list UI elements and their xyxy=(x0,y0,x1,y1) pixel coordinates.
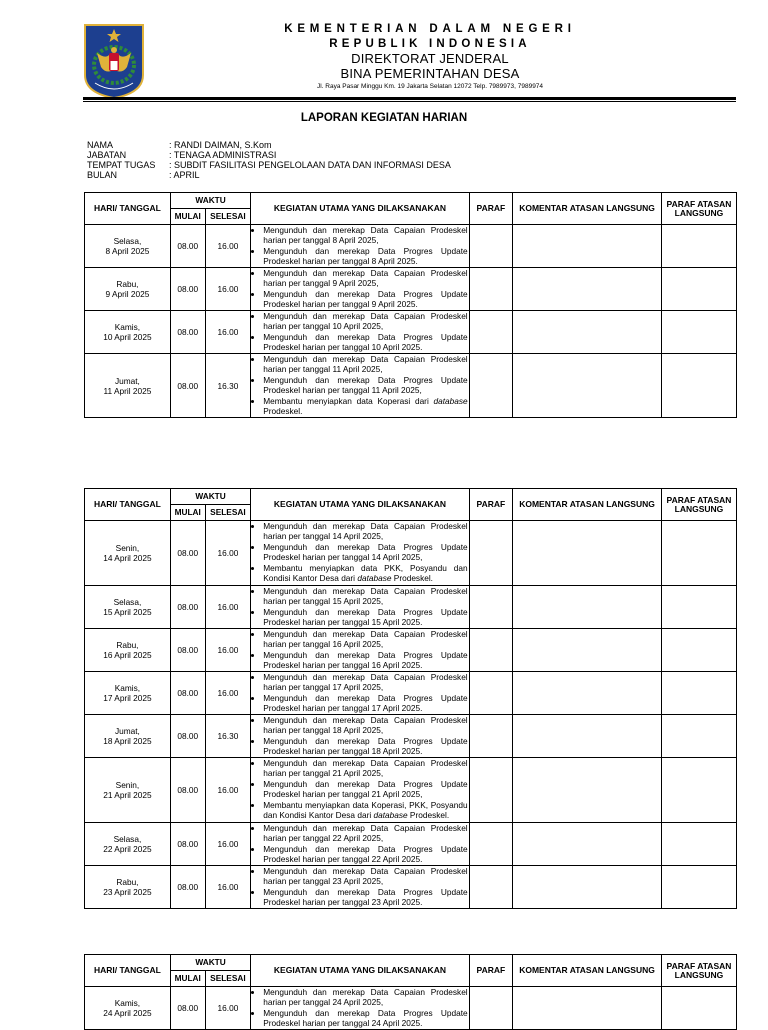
activity-list xyxy=(251,715,468,757)
office-address: Jl. Raya Pasar Minggu Km. 19 Jakarta Selatan 12072 Telp. 7989973, 7989974 xyxy=(316,83,544,90)
activity-item: • Mengunduh dan merekap Data Capaian Prodeskel harian per tanggal 17 April 2025, xyxy=(263,672,467,693)
paraf-atasan-cell xyxy=(661,354,736,418)
day-name: Jumat, xyxy=(114,375,140,386)
date-text: 10 April 2025 xyxy=(103,332,152,342)
comment-cell xyxy=(513,629,662,672)
letterhead-divider-thin xyxy=(83,101,736,102)
start-time-cell: 08.00 xyxy=(170,715,205,758)
activity-list xyxy=(251,866,468,908)
header-activity: KEGIATAN UTAMA YANG DILAKSANAKAN xyxy=(251,193,469,225)
day-date-cell xyxy=(85,268,171,311)
activity-item: • Membantu menyiapkan data Koperasi dari database Prodeskel. xyxy=(263,396,467,417)
kemendagri-logo-icon xyxy=(83,23,145,99)
end-time-cell: 16.00 xyxy=(205,866,251,909)
activity-list xyxy=(251,311,468,353)
day-date-cell xyxy=(85,987,171,1030)
activity-item: • Mengunduh dan merekap Data Progres Update Prodeskel harian per tanggal 8 April 2025. xyxy=(263,246,467,267)
letterhead xyxy=(195,22,665,92)
activity-cell xyxy=(251,311,469,354)
activity-cell xyxy=(251,672,469,715)
comment-cell xyxy=(513,866,662,909)
activity-item: • Mengunduh dan merekap Data Capaian Prodeskel harian per tanggal 11 April 2025, xyxy=(263,354,467,375)
header-comment: KOMENTAR ATASAN LANGSUNG xyxy=(513,489,662,521)
end-time-cell: 16.00 xyxy=(205,629,251,672)
header-paraf-atasan: PARAF ATASAN LANGSUNG xyxy=(661,955,736,987)
header-comment: KOMENTAR ATASAN LANGSUNG xyxy=(513,193,662,225)
paraf-atasan-cell xyxy=(661,586,736,629)
activity-list xyxy=(251,225,468,267)
header-paraf: PARAF xyxy=(469,489,512,521)
table-row xyxy=(85,823,737,866)
day-name: Selasa, xyxy=(113,597,142,607)
activity-table xyxy=(84,192,737,418)
header-time: WAKTU xyxy=(170,955,250,971)
activity-list xyxy=(251,823,468,865)
identity-value: : RANDI DAIMAN, S.Kom xyxy=(169,140,272,150)
activity-list xyxy=(251,987,468,1029)
table-row xyxy=(85,311,737,354)
day-name: Rabu, xyxy=(116,877,139,887)
end-time-cell: 16.30 xyxy=(205,354,251,418)
day-name: Kamis, xyxy=(114,322,141,332)
start-time-cell: 08.00 xyxy=(170,521,205,586)
activity-list xyxy=(251,629,468,671)
day-name: Rabu, xyxy=(116,279,139,289)
paraf-cell xyxy=(469,354,512,418)
table-header-row xyxy=(85,193,737,209)
comment-cell xyxy=(513,521,662,586)
header-day-date: HARI/ TANGGAL xyxy=(85,193,171,225)
activity-cell xyxy=(251,354,469,418)
activity-item: • Mengunduh dan merekap Data Capaian Prodeskel harian per tanggal 14 April 2025, xyxy=(263,521,467,542)
activity-item: • Mengunduh dan merekap Data Capaian Prodeskel harian per tanggal 18 April 2025, xyxy=(263,715,467,736)
activity-item: • Mengunduh dan merekap Data Progres Update Prodeskel harian per tanggal 17 April 2025. xyxy=(263,693,467,714)
paraf-atasan-cell xyxy=(661,629,736,672)
activity-table xyxy=(84,954,737,1030)
republic-name: REPUBLIK INDONESIA xyxy=(329,38,531,50)
paraf-cell xyxy=(469,225,512,268)
activity-cell xyxy=(251,268,469,311)
activity-item: • Mengunduh dan merekap Data Progres Update Prodeskel harian per tanggal 11 April 2025, xyxy=(263,375,467,396)
table-row xyxy=(85,987,737,1030)
start-time-cell: 08.00 xyxy=(170,629,205,672)
activity-item: • Mengunduh dan merekap Data Capaian Prodeskel harian per tanggal 8 April 2025, xyxy=(263,225,467,246)
start-time-cell: 08.00 xyxy=(170,225,205,268)
start-time-cell: 08.00 xyxy=(170,758,205,823)
activity-item: • Mengunduh dan merekap Data Progres Update Prodeskel harian per tanggal 21 April 2025, xyxy=(263,779,467,800)
activity-cell xyxy=(251,866,469,909)
day-name: Kamis, xyxy=(114,998,141,1008)
paraf-atasan-cell xyxy=(661,311,736,354)
comment-cell xyxy=(513,586,662,629)
identity-value: : SUBDIT FASILITASI PENGELOLAAN DATA DAN INFORMASI DESA xyxy=(169,160,451,170)
directorate-subname: BINA PEMERINTAHAN DESA xyxy=(340,66,520,81)
day-name: Senin, xyxy=(115,780,140,790)
day-date-cell xyxy=(85,354,171,418)
header-end: SELESAI xyxy=(205,971,251,987)
day-name: Selasa, xyxy=(113,834,142,844)
identity-row xyxy=(87,140,451,150)
activity-item: • Mengunduh dan merekap Data Progres Update Prodeskel harian per tanggal 16 April 2025. xyxy=(263,650,467,671)
activity-item: • Mengunduh dan merekap Data Progres Update Prodeskel harian per tanggal 15 April 2025. xyxy=(263,607,467,628)
day-date-cell xyxy=(85,586,171,629)
report-title: LAPORAN KEGIATAN HARIAN xyxy=(300,112,468,124)
header-paraf-atasan: PARAF ATASAN LANGSUNG xyxy=(661,489,736,521)
date-text: 9 April 2025 xyxy=(105,289,150,299)
paraf-atasan-cell xyxy=(661,715,736,758)
activity-list xyxy=(251,758,468,820)
table-row xyxy=(85,715,737,758)
paraf-atasan-cell xyxy=(661,758,736,823)
paraf-cell xyxy=(469,823,512,866)
start-time-cell: 08.00 xyxy=(170,354,205,418)
end-time-cell: 16.30 xyxy=(205,715,251,758)
start-time-cell: 08.00 xyxy=(170,586,205,629)
day-name: Senin, xyxy=(115,543,140,553)
table-header-row xyxy=(85,955,737,971)
day-name: Selasa, xyxy=(113,236,142,246)
activity-cell xyxy=(251,987,469,1030)
day-name: Jumat, xyxy=(114,726,140,736)
activity-item: • Mengunduh dan merekap Data Progres Update Prodeskel harian per tanggal 23 April 2025. xyxy=(263,887,467,908)
paraf-cell xyxy=(469,268,512,311)
comment-cell xyxy=(513,987,662,1030)
identity-label: JABATAN xyxy=(87,150,127,160)
activity-list xyxy=(251,521,468,583)
activity-cell xyxy=(251,225,469,268)
header-activity: KEGIATAN UTAMA YANG DILAKSANAKAN xyxy=(251,955,469,987)
comment-cell xyxy=(513,672,662,715)
header-time: WAKTU xyxy=(170,489,250,505)
paraf-cell xyxy=(469,758,512,823)
header-end: SELESAI xyxy=(205,209,251,225)
activity-item: • Mengunduh dan merekap Data Progres Update Prodeskel harian per tanggal 18 April 2025. xyxy=(263,736,467,757)
activity-cell xyxy=(251,823,469,866)
end-time-cell: 16.00 xyxy=(205,823,251,866)
date-text: 15 April 2025 xyxy=(103,607,152,617)
paraf-cell xyxy=(469,866,512,909)
directorate-name: DIREKTORAT JENDERAL xyxy=(351,51,509,66)
start-time-cell: 08.00 xyxy=(170,866,205,909)
end-time-cell: 16.00 xyxy=(205,672,251,715)
comment-cell xyxy=(513,354,662,418)
paraf-atasan-cell xyxy=(661,823,736,866)
activity-list xyxy=(251,268,468,310)
paraf-cell xyxy=(469,586,512,629)
table-row xyxy=(85,758,737,823)
activity-item: • Mengunduh dan merekap Data Progres Update Prodeskel harian per tanggal 24 April 2025. xyxy=(263,1008,467,1029)
date-text: 11 April 2025 xyxy=(103,385,152,396)
paraf-cell xyxy=(469,521,512,586)
table-row xyxy=(85,586,737,629)
activity-item: • Membantu menyiapkan data PKK, Posyandu dan Kondisi Kantor Desa dari database Prodeskel. xyxy=(263,563,467,584)
comment-cell xyxy=(513,758,662,823)
day-date-cell xyxy=(85,629,171,672)
activity-item: • Membantu menyiapkan data Koperasi, PKK, Posyandu dan Kondisi Kantor Desa dari database Prodeskel. xyxy=(263,800,467,821)
identity-row xyxy=(87,170,451,180)
activity-list xyxy=(251,586,468,628)
day-name: Rabu, xyxy=(116,640,139,650)
day-date-cell xyxy=(85,823,171,866)
paraf-atasan-cell xyxy=(661,521,736,586)
table-row xyxy=(85,268,737,311)
header-start: MULAI xyxy=(170,505,205,521)
end-time-cell: 16.00 xyxy=(205,586,251,629)
day-date-cell xyxy=(85,521,171,586)
activity-item: • Mengunduh dan merekap Data Capaian Prodeskel harian per tanggal 16 April 2025, xyxy=(263,629,467,650)
header-comment: KOMENTAR ATASAN LANGSUNG xyxy=(513,955,662,987)
activity-item: • Mengunduh dan merekap Data Capaian Prodeskel harian per tanggal 23 April 2025, xyxy=(263,866,467,887)
paraf-cell xyxy=(469,672,512,715)
activity-item: • Mengunduh dan merekap Data Progres Update Prodeskel harian per tanggal 14 April 2025, xyxy=(263,542,467,563)
header-paraf: PARAF xyxy=(469,955,512,987)
comment-cell xyxy=(513,823,662,866)
date-text: 21 April 2025 xyxy=(103,790,152,800)
date-text: 16 April 2025 xyxy=(103,650,152,660)
paraf-cell xyxy=(469,715,512,758)
comment-cell xyxy=(513,715,662,758)
identity-label: TEMPAT TUGAS xyxy=(87,160,156,170)
end-time-cell: 16.00 xyxy=(205,758,251,823)
identity-label: BULAN xyxy=(87,170,118,180)
activity-item: • Mengunduh dan merekap Data Progres Update Prodeskel harian per tanggal 10 April 2025. xyxy=(263,332,467,353)
activity-cell xyxy=(251,629,469,672)
day-date-cell xyxy=(85,715,171,758)
comment-cell xyxy=(513,268,662,311)
identity-value: : TENAGA ADMINISTRASI xyxy=(169,150,277,160)
end-time-cell: 16.00 xyxy=(205,311,251,354)
ministry-name: KEMENTERIAN DALAM NEGERI xyxy=(284,23,576,35)
end-time-cell: 16.00 xyxy=(205,987,251,1030)
header-day-date: HARI/ TANGGAL xyxy=(85,489,171,521)
day-name: Kamis, xyxy=(114,683,141,693)
header-time: WAKTU xyxy=(170,193,250,209)
activity-item: • Mengunduh dan merekap Data Capaian Prodeskel harian per tanggal 22 April 2025, xyxy=(263,823,467,844)
header-start: MULAI xyxy=(170,971,205,987)
end-time-cell: 16.00 xyxy=(205,225,251,268)
activity-cell xyxy=(251,586,469,629)
header-activity: KEGIATAN UTAMA YANG DILAKSANAKAN xyxy=(251,489,469,521)
start-time-cell: 08.00 xyxy=(170,987,205,1030)
paraf-atasan-cell xyxy=(661,225,736,268)
activity-item: • Mengunduh dan merekap Data Capaian Prodeskel harian per tanggal 15 April 2025, xyxy=(263,586,467,607)
identity-label: NAMA xyxy=(87,140,114,150)
date-text: 24 April 2025 xyxy=(103,1008,152,1018)
date-text: 18 April 2025 xyxy=(103,736,152,746)
start-time-cell: 08.00 xyxy=(170,823,205,866)
activity-item: • Mengunduh dan merekap Data Capaian Prodeskel harian per tanggal 21 April 2025, xyxy=(263,758,467,779)
table-header-row xyxy=(85,489,737,505)
table-row xyxy=(85,866,737,909)
letterhead-divider xyxy=(83,97,736,100)
header-end: SELESAI xyxy=(205,505,251,521)
day-date-cell xyxy=(85,311,171,354)
activity-item: • Mengunduh dan merekap Data Capaian Prodeskel harian per tanggal 9 April 2025, xyxy=(263,268,467,289)
end-time-cell: 16.00 xyxy=(205,521,251,586)
end-time-cell: 16.00 xyxy=(205,268,251,311)
comment-cell xyxy=(513,311,662,354)
activity-cell xyxy=(251,758,469,823)
activity-list xyxy=(251,354,468,416)
activity-table xyxy=(84,488,737,909)
activity-list xyxy=(251,672,468,714)
table-row xyxy=(85,354,737,418)
start-time-cell: 08.00 xyxy=(170,268,205,311)
date-text: 17 April 2025 xyxy=(103,693,152,703)
paraf-atasan-cell xyxy=(661,866,736,909)
paraf-atasan-cell xyxy=(661,987,736,1030)
date-text: 23 April 2025 xyxy=(103,887,152,897)
activity-item: • Mengunduh dan merekap Data Capaian Prodeskel harian per tanggal 10 April 2025, xyxy=(263,311,467,332)
table-row xyxy=(85,672,737,715)
header-paraf-atasan: PARAF ATASAN LANGSUNG xyxy=(661,193,736,225)
identity-row xyxy=(87,150,451,160)
identity-row xyxy=(87,160,451,170)
table-row xyxy=(85,225,737,268)
paraf-atasan-cell xyxy=(661,268,736,311)
paraf-cell xyxy=(469,629,512,672)
date-text: 8 April 2025 xyxy=(105,246,150,256)
table-row xyxy=(85,521,737,586)
header-paraf: PARAF xyxy=(469,193,512,225)
date-text: 22 April 2025 xyxy=(103,844,152,854)
paraf-cell xyxy=(469,311,512,354)
paraf-atasan-cell xyxy=(661,672,736,715)
day-date-cell xyxy=(85,758,171,823)
activity-item: • Mengunduh dan merekap Data Progres Update Prodeskel harian per tanggal 22 April 2025. xyxy=(263,844,467,865)
date-text: 14 April 2025 xyxy=(103,553,152,563)
paraf-cell xyxy=(469,987,512,1030)
header-start: MULAI xyxy=(170,209,205,225)
start-time-cell: 08.00 xyxy=(170,672,205,715)
activity-item: • Mengunduh dan merekap Data Progres Update Prodeskel harian per tanggal 9 April 2025. xyxy=(263,289,467,310)
day-date-cell xyxy=(85,866,171,909)
activity-cell xyxy=(251,521,469,586)
table-row xyxy=(85,629,737,672)
identity-block xyxy=(87,140,451,180)
header-day-date: HARI/ TANGGAL xyxy=(85,955,171,987)
activity-cell xyxy=(251,715,469,758)
start-time-cell: 08.00 xyxy=(170,311,205,354)
day-date-cell xyxy=(85,225,171,268)
identity-value: : APRIL xyxy=(169,170,200,180)
comment-cell xyxy=(513,225,662,268)
day-date-cell xyxy=(85,672,171,715)
activity-item: • Mengunduh dan merekap Data Capaian Prodeskel harian per tanggal 24 April 2025, xyxy=(263,987,467,1008)
